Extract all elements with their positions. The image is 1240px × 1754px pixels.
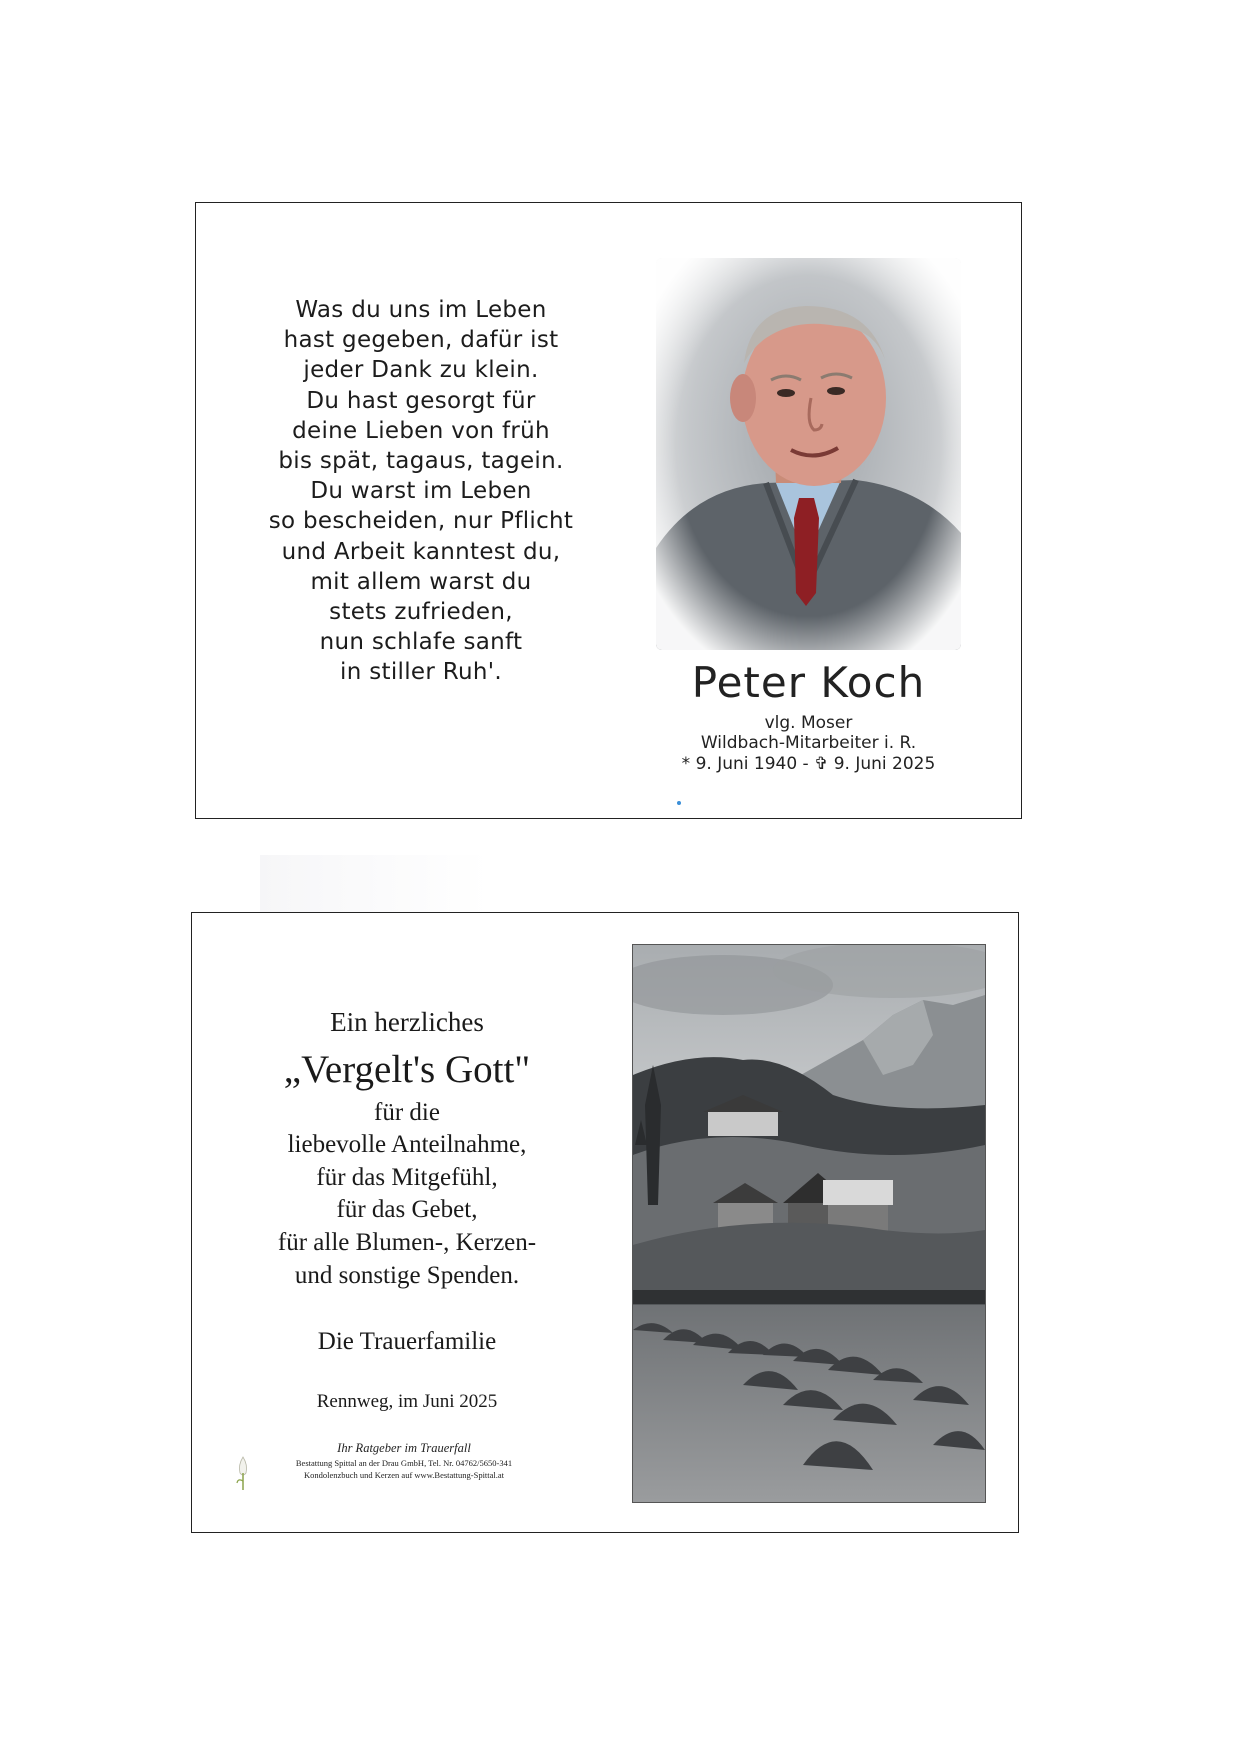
- funeral-home-contact: Bestattung Spittal an der Drau GmbH, Tel. Nr. 04762/5650-341: [295, 1458, 513, 1468]
- family-signature: Die Trauerfamilie: [317, 1328, 497, 1355]
- alpine-landscape-photo: [632, 944, 986, 1503]
- poem-line: Was du uns im Leben: [295, 297, 547, 323]
- poem-line: und Arbeit kanntest du,: [281, 538, 561, 565]
- poem-line: so bescheiden, nur Pflicht: [268, 508, 574, 535]
- poem-line: nun schlafe sanft: [319, 629, 523, 656]
- poem-line: hast gegeben, dafür ist: [283, 327, 559, 354]
- poem-line: Du warst im Leben: [310, 478, 532, 505]
- thanks-line: für die: [374, 1099, 440, 1126]
- occupation: Wildbach-Mitarbeiter i. R.: [700, 733, 917, 753]
- scan-dot: [677, 801, 681, 805]
- thanks-intro: Ein herzliches: [330, 1007, 484, 1037]
- thanks-line: für alle Blumen-, Kerzen-: [277, 1229, 537, 1256]
- poem-line: in stiller Ruh'.: [340, 659, 502, 686]
- funeral-home-website: Kondolenzbuch und Kerzen auf www.Bestattung-Spittal.at: [303, 1470, 505, 1480]
- funeral-home-slogan: Ihr Ratgeber im Trauerfall: [337, 1441, 471, 1455]
- memorial-poem: [226, 295, 616, 688]
- deceased-name: Peter Koch: [691, 658, 926, 707]
- poem-line: bis spät, tagaus, tagein.: [278, 448, 564, 475]
- thanks-line: und sonstige Spenden.: [294, 1262, 520, 1289]
- scan-shadow: [260, 855, 490, 915]
- poem-line: deine Lieben von früh: [292, 417, 550, 444]
- poem-line: jeder Dank zu klein.: [303, 357, 539, 384]
- vulgo-name: vlg. Moser: [764, 713, 853, 733]
- thanks-line: liebevolle Anteilnahme,: [287, 1131, 527, 1158]
- thanks-line: für das Gebet,: [336, 1196, 478, 1223]
- life-dates: * 9. Juni 1940 - ✞ 9. Juni 2025: [681, 754, 936, 774]
- thanks-line: für das Mitgefühl,: [316, 1164, 498, 1191]
- vergelts-gott-heading: „Vergelt's Gott": [283, 1048, 531, 1091]
- poem-line: stets zufrieden,: [329, 599, 513, 626]
- thank-you-card: [191, 912, 1019, 1533]
- place-date: Rennweg, im Juni 2025: [316, 1391, 498, 1412]
- poem-line: Du hast gesorgt für: [306, 387, 536, 414]
- portrait-photo: [656, 258, 961, 650]
- obituary-card: [195, 202, 1022, 819]
- poem-line: mit allem warst du: [310, 568, 532, 595]
- lily-icon: [236, 1453, 250, 1491]
